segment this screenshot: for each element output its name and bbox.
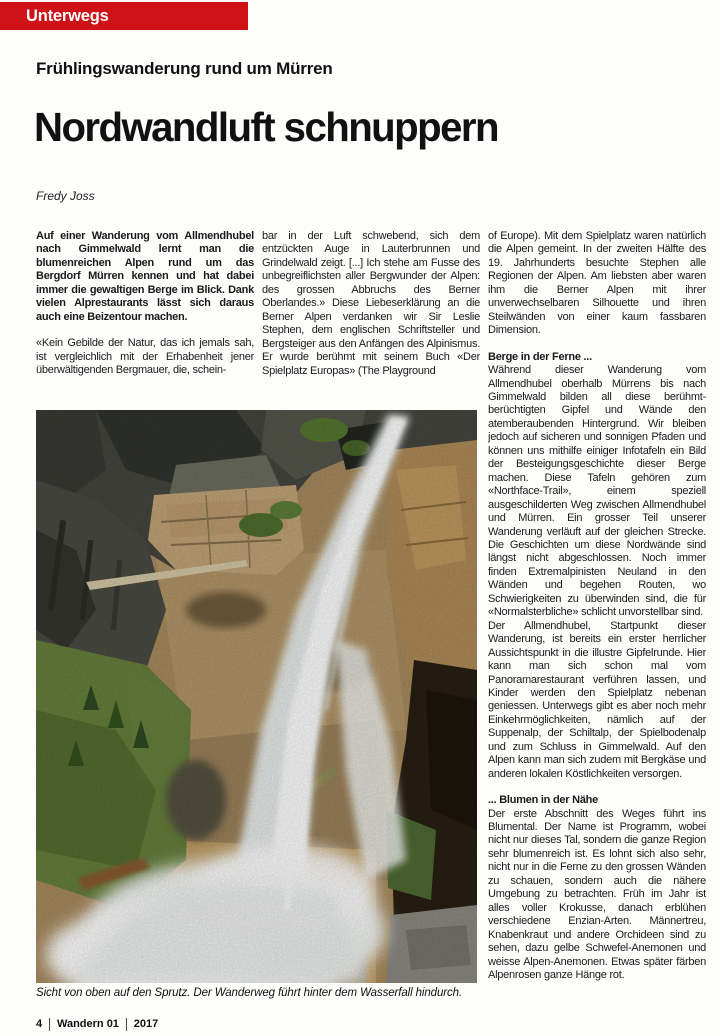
lead-paragraph: Auf einer Wanderung vom Allmendhubel nach Gimmelwald lernt man die blumenreichen Alpen rund um das Bergdorf Mürren kennen und hat dabei immer die gewaltigen Berge im Blick. Dank vielen Alprestaurants lässt sich daraus auch eine Beizentour machen. — [36, 230, 254, 323]
article-subtitle: Frühlingswanderung rund um Mürren — [36, 59, 333, 78]
text-column-2 — [262, 230, 480, 402]
body-paragraph: bar in der Luft schwebend, sich dem entzückten Auge in Lauterbrunnen und Grindelwald zeigt. [...] Ich stehe am Fusse des unbegreiflichsten aller Bergwunder der Alpen: des grossen Abbruchs des Berner Oberlandes.» Diese Liebeserklärung an die Berner Alpen verdanken wir Sir Leslie Stephen, dem englischen Schriftsteller und Bergsteiger aus den Anfängen des Alpinismus. Er wurde berühmt mit seinem Buch «Der Spielplatz Europas» (The Playground — [262, 230, 480, 377]
photo-caption: Sicht von oben auf den Sprutz. Der Wanderweg führt hinter dem Wasserfall hindurch. — [36, 987, 463, 999]
body-paragraph: Während dieser Wanderung vom Allmendhubel oberhalb Mürrens bis nach Gimmelwald bilden all diese berühmt-berüchtigten Gipfel und Wände den atemberaubenden Hintergrund. Wir bleiben jedoch auf sicheren und sonnigen Pfaden und können uns mithilfe einiger Infotafeln ein Bild der Besteigungsgeschichte dieser Berge machen. Diese Tafeln gehören zum «Northface-Trail», einem speziell ausgeschilderten Weg zwischen Allmendhubel und Mürren. Ein grosser Teil unserer Wanderung verläuft auf der gleichen Strecke. Die Geschichten um diese Nordwände sind längst nicht abgeschlossen. Noch immer finden Extremalpinisten Neuland in den Wänden und begehen Routen, wo Schwierigkeiten zu überwinden sind, die für «Normalsterbliche» schlicht unvorstellbar sind. — [488, 364, 706, 619]
text-column-3 — [488, 230, 706, 992]
article-title: Nordwandluft schnuppern — [34, 104, 498, 150]
magazine-issue: Wandern 01 — [56, 1018, 119, 1030]
page-footer — [36, 1018, 158, 1030]
subhead-berge-in-der-ferne: Berge in der Ferne ... — [488, 350, 592, 363]
footer-separator: | — [124, 1016, 128, 1032]
quote-paragraph: «Kein Gebilde der Natur, das ich jemals sah, ist vergleichlich mit der Erhabenheit jener überwältigenden Bergmauer, die, schein- — [36, 337, 254, 377]
waterfall-photo — [36, 410, 477, 983]
footer-year: 2017 — [133, 1018, 159, 1030]
footer-separator: | — [48, 1016, 51, 1032]
author-byline: Fredy Joss — [36, 189, 95, 203]
page-number: 4 — [36, 1018, 43, 1030]
body-paragraph: Der erste Abschnitt des Weges führt ins Blumental. Der Name ist Programm, wobei nicht nur dieses Tal, sondern die ganze Region sehr blumenreich ist. Es lohnt sich also sehr, nicht nur in die Ferne zu den grossen Wänden zu schauen, sondern auch die nähere Umgebung zu betrachten. Früh im Jahr ist alles voller Krokusse, danach erblühen verschiedene Enzian-Arten. Männertreu, Knabenkraut und andere Orchideen sind zu sehen, dazu gelbe Schwefel-Anemonen und weisse Alpen-Anemonen. Etwas später färben Alpenrosen ganze Hänge rot. — [488, 807, 706, 982]
text-column-1 — [36, 230, 254, 400]
section-banner — [0, 2, 248, 30]
subhead-blumen-in-der-naehe: ... Blumen in der Nähe — [488, 794, 599, 807]
section-banner-label: Unterwegs — [26, 6, 109, 25]
body-paragraph: of Europe). Mit dem Spielplatz waren natürlich die Alpen gemeint. In der zweiten Hälfte des 19. Jahrhunderts besuchte Stephen alle Regionen der Alpen. Am liebsten aber waren ihm die Berner Alpen mit ihrer unverwechselbaren Silhouette und ihren Steilwänden von einer kaum fassbaren Dimension. — [488, 230, 706, 337]
body-paragraph: Der Allmendhubel, Startpunkt dieser Wanderung, ist bereits ein erster herrlicher Aussichtspunkt in die illustre Gipfelrunde. Hier kann man sich schon mal vom Panoramarestaurant verführen lassen, und Kinder werden den Spielplatz nebenan geniessen. Unterwegs gibt es aber noch mehr Einkehrmöglichkeiten, nämlich auf der Suppenalp, der Schiltalp, der Spielbodenalp und zum Schluss in Gimmelwald. Auf den Alpen kann man sich zudem mit Bergkäse und anderen lokalen Köstlichkeiten versorgen. — [488, 619, 706, 780]
